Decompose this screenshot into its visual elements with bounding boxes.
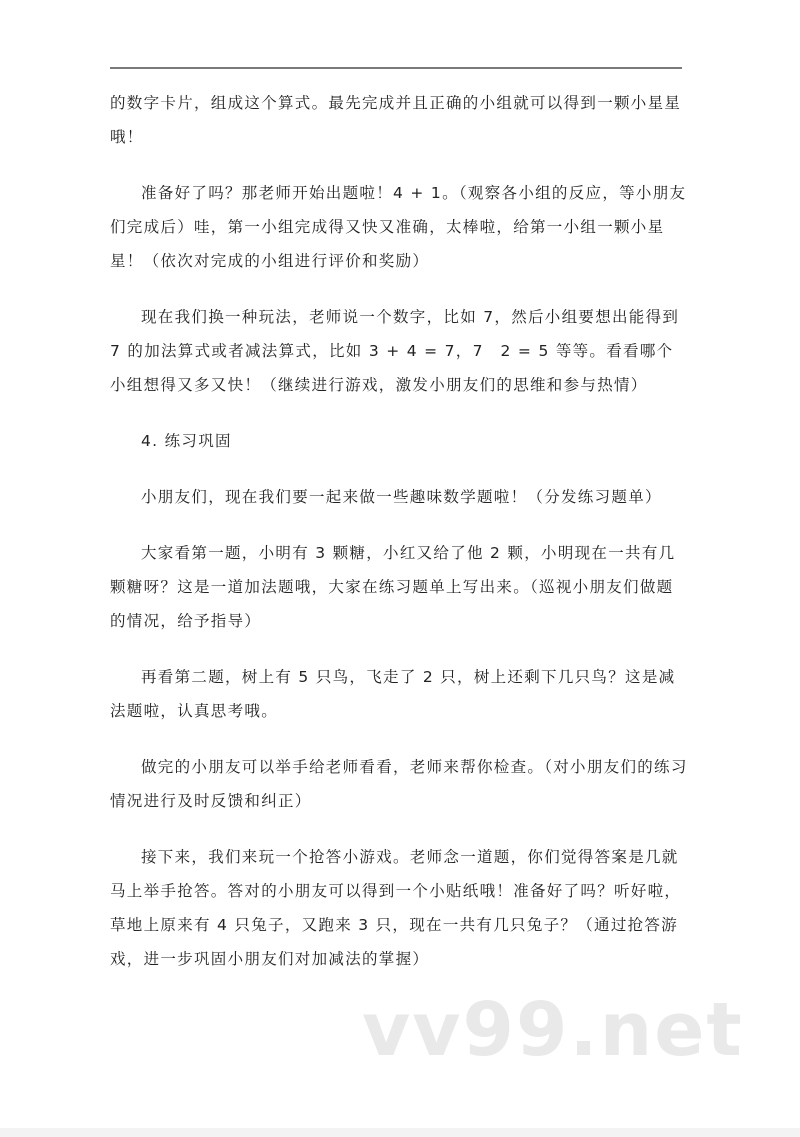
paragraph-new-game: 现在我们换一种玩法，老师说一个数字，比如 7，然后小组要想出能得到 7 的加法算式或者减法算式，比如 3 + 4 = 7，7 2 = 5 等等。看看哪个小组想得又多又快！（继续进行游戏，激发小朋友们的思维和参与热情） <box>110 308 680 394</box>
paragraph-question-one: 大家看第一题，小明有 3 颗糖，小红又给了他 2 颗，小明现在一共有几颗糖呀？这是一道加法题哦，大家在练习题单上写出来。（巡视小朋友们做题的情况，给予指导） <box>110 544 676 630</box>
document-body <box>110 86 690 998</box>
paragraph-practice-intro: 小朋友们，现在我们要一起来做一些趣味数学题啦！（分发练习题单） <box>141 488 662 506</box>
paragraph-question-two: 再看第二题，树上有 5 只鸟，飞走了 2 只，树上还剩下几只鸟？这是减法题啦，认真思考哦。 <box>110 668 676 720</box>
watermark-text: vv99.net <box>362 987 744 1073</box>
paragraph-continuation: 的数字卡片，组成这个算式。最先完成并且正确的小组就可以得到一颗小星星哦！ <box>110 94 682 146</box>
paragraph-quick-answer-game: 接下来，我们来玩一个抢答小游戏。老师念一道题，你们觉得答案是几就马上举手抢答。答对的小朋友可以得到一个小贴纸哦！准备好了吗？听好啦，草地上原来有 4 只兔子，又跑来 3 只，现在一共有几只兔子？（通过抢答游戏，进一步巩固小朋友们对加减法的掌握） <box>110 848 682 968</box>
paragraph-group-answer: 准备好了吗？那老师开始出题啦！4 + 1。（观察各小组的反应，等小朋友们完成后）哇，第一小组完成得又快又准确，太棒啦，给第一小组一颗小星星！（依次对完成的小组进行评价和奖励） <box>110 184 687 270</box>
page-bottom-edge <box>0 1128 800 1137</box>
header-rule <box>110 67 682 69</box>
section-heading-practice: 4. 练习巩固 <box>141 432 232 450</box>
paragraph-check-work: 做完的小朋友可以举手给老师看看，老师来帮你检查。（对小朋友们的练习情况进行及时反馈和纠正） <box>110 758 688 810</box>
